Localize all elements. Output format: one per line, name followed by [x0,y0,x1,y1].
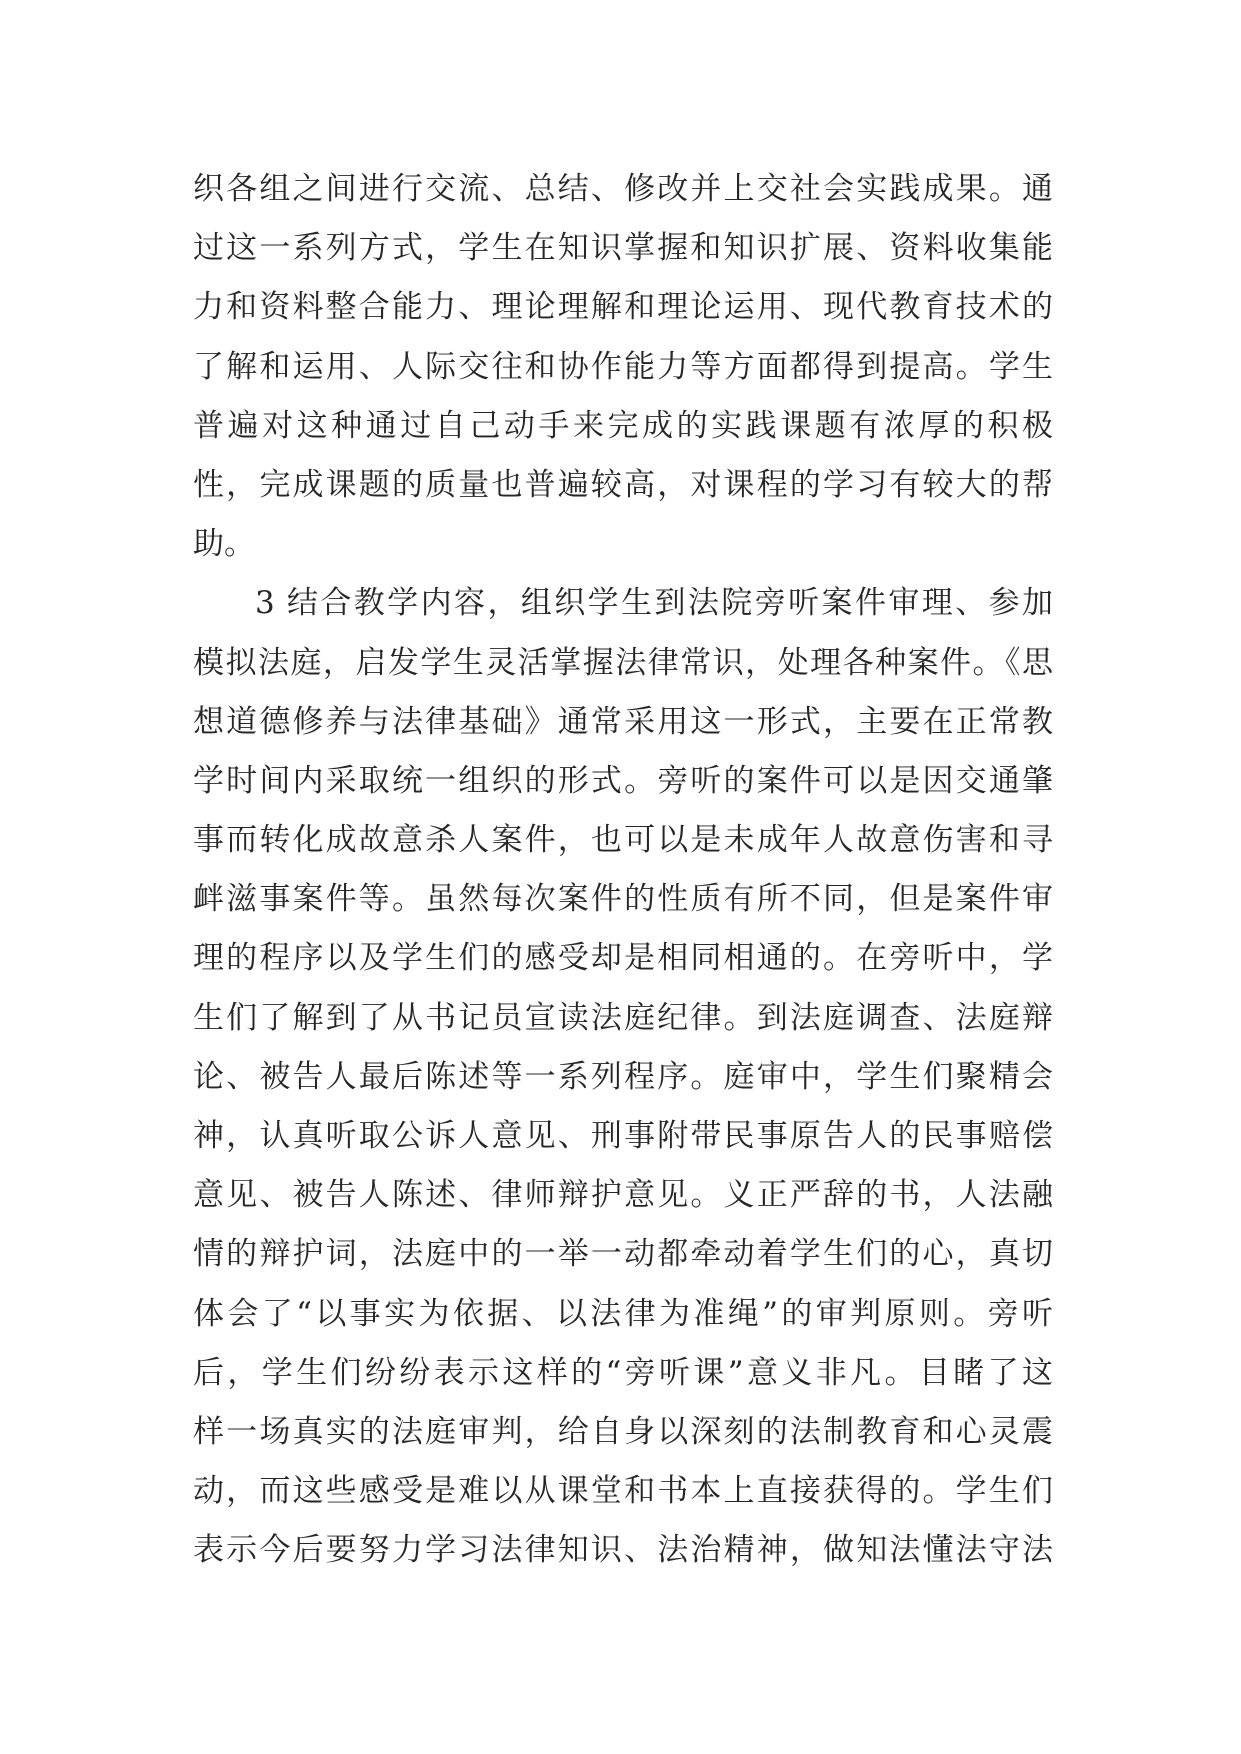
text-line: 样一场真实的法庭审判，给自身以深刻的法制教育和心灵震 [193,1413,1053,1450]
text-line: 助。 [193,526,255,563]
text-line: 动，而这些感受是难以从课堂和书本上直接获得的。学生们 [193,1473,1053,1510]
paragraph-continuation [193,160,1053,574]
text-line: 学时间内采取统一组织的形式。旁听的案件可以是因交通肇 [193,762,1053,799]
paragraph-court-hearing [193,574,1053,1580]
text-line: 力和资料整合能力、理论理解和理论运用、现代教育技术的 [193,289,1053,326]
text-line: 表示今后要努力学习法律知识、法治精神，做知法懂法守法 [193,1532,1053,1569]
text-line: 事而转化成故意杀人案件，也可以是未成年人故意伤害和寻 [193,822,1053,859]
text-line: 体会了“以事实为依据、以法律为准绳”的审判原则。旁听 [193,1295,1053,1332]
text-line: 后，学生们纷纷表示这样的“旁听课”意义非凡。目睹了这 [193,1354,1053,1391]
text-line: 性，完成课题的质量也普遍较高，对课程的学习有较大的帮 [193,466,1053,503]
text-line: 3 结合教学内容，组织学生到法院旁听案件审理、参加 [255,585,1053,622]
body-text [193,160,1053,1581]
text-line: 想道德修养与法律基础》通常采用这一形式，主要在正常教 [193,703,1053,740]
text-line: 织各组之间进行交流、总结、修改并上交社会实践成果。通 [193,171,1053,207]
text-line: 意见、被告人陈述、律师辩护意见。义正严辞的书，人法融 [193,1177,1053,1214]
text-line: 衅滋事案件等。虽然每次案件的性质有所不同，但是案件审 [193,881,1053,918]
text-line: 理的程序以及学生们的感受却是相同相通的。在旁听中，学 [193,940,1053,977]
text-line: 了解和运用、人际交往和协作能力等方面都得到提高。学生 [193,348,1053,385]
text-line: 生们了解到了从书记员宣读法庭纪律。到法庭调查、法庭辩 [193,999,1053,1036]
text-line: 普遍对这种通过自己动手来完成的实践课题有浓厚的积极 [193,407,1053,444]
text-line: 过这一系列方式，学生在知识掌握和知识扩展、资料收集能 [193,230,1053,267]
text-line: 论、被告人最后陈述等一系列程序。庭审中，学生们聚精会 [193,1058,1053,1095]
text-line: 模拟法庭，启发学生灵活掌握法律常识，处理各种案件。《思 [193,644,1053,681]
text-line: 情的辩护词，法庭中的一举一动都牵动着学生们的心，真切 [193,1236,1053,1273]
text-line: 神，认真听取公诉人意见、刑事附带民事原告人的民事赔偿 [193,1118,1053,1154]
